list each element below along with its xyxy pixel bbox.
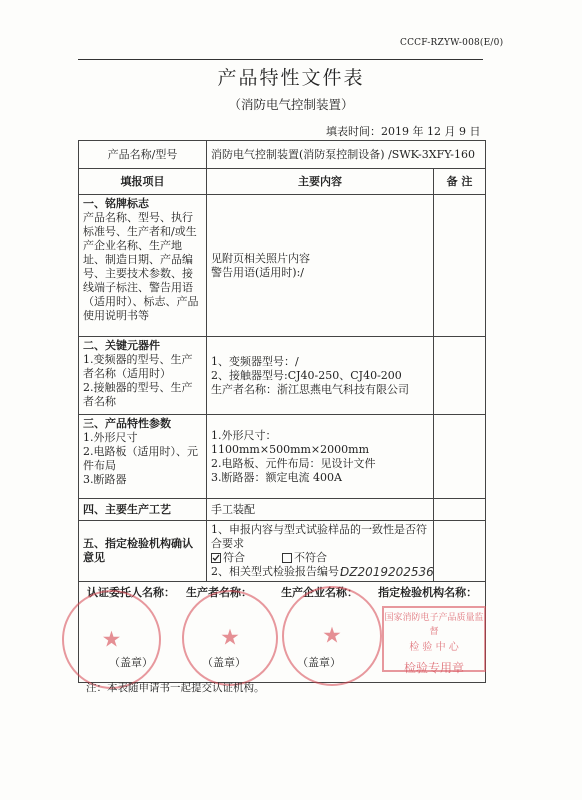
content-line: 手工装配 xyxy=(211,502,255,516)
check-no-label: 不符合 xyxy=(294,551,327,564)
seal-label: （盖章） xyxy=(202,656,247,669)
remark-cell xyxy=(434,521,486,582)
client-label: 认证委托人名称： xyxy=(87,586,175,599)
content-line: 3.断路器：额定电流 400A xyxy=(211,470,342,484)
check-yes-label: 符合 xyxy=(223,551,245,564)
content-line: 2.电路板、元件布局：见设计文件 xyxy=(211,456,376,470)
footer-note: 注：本表随申请书一起提交认证机构。 xyxy=(86,682,265,694)
remark-cell xyxy=(434,499,486,521)
content-line: 1、变频器型号：/ xyxy=(211,354,299,368)
section-heading: 三、产品特性参数 xyxy=(83,417,171,430)
agency-signature xyxy=(376,582,485,682)
section-desc: 产品名称、型号、执行标准号、生产者和/或生产企业名称、生产地址、制造日期、产品编号、主要技术参数、接线端子标注、警告用语（适用时）、标志、产品使用说明书等 xyxy=(83,211,199,322)
section-heading: 五、指定检验机构确认意见 xyxy=(83,537,193,564)
product-value: 消防电气控制装置(消防泵控制设备) /SWK-3XFY-160 xyxy=(207,141,486,169)
checkbox-nonconform[interactable] xyxy=(282,553,292,563)
stamp-line: 国家消防电子产品质量监督 xyxy=(384,613,484,637)
check-icon xyxy=(212,554,220,562)
stamp-line: 检验专用章 xyxy=(403,661,464,675)
client-signature xyxy=(79,582,178,682)
column-header-row xyxy=(79,169,486,195)
content-line: 警告用语(适用时):/ xyxy=(211,265,304,279)
section-desc: 1.外形尺寸 xyxy=(83,431,138,444)
header-rule xyxy=(78,59,483,60)
star-icon: ★ xyxy=(322,623,342,649)
section-heading: 二、关键元器件 xyxy=(83,339,160,352)
content-line: 2、接触器型号:CJ40-250、CJ40-200 xyxy=(211,368,402,382)
col-item-header: 填报项目 xyxy=(79,169,207,195)
product-label: 产品名称/型号 xyxy=(79,141,207,169)
enterprise-signature xyxy=(277,582,376,682)
fill-date: 填表时间：2019 年 12 月 9 日 xyxy=(326,125,481,138)
remark-cell xyxy=(434,195,486,337)
remark-cell xyxy=(434,337,486,415)
producer-label: 生产者名称： xyxy=(186,586,253,599)
agency-label: 指定检验机构名称： xyxy=(378,586,478,599)
table-row xyxy=(79,415,486,499)
stamp-line: 检 验 中 心 xyxy=(409,642,459,653)
product-row xyxy=(79,141,486,169)
content-line: 1、申报内容与型式试验样品的一致性是否符合要求 xyxy=(211,523,427,550)
characteristics-table xyxy=(78,140,486,683)
seal-label: （盖章） xyxy=(297,656,342,669)
signature-row xyxy=(79,582,486,683)
section-desc: 2.电路板（适用时）、元件布局 xyxy=(83,445,198,472)
section-desc: 3.断路器 xyxy=(83,473,127,486)
page-title: 产品特性文件表 xyxy=(217,67,365,89)
report-number: DZ2019202536 xyxy=(340,565,434,579)
content-line: 1.外形尺寸：1100mm×500mm×2000mm xyxy=(211,428,370,456)
content-line: 见附页相关照片内容 xyxy=(211,251,310,265)
seal-label: （盖章） xyxy=(109,656,153,669)
form-code: CCCF-RZYW-008(E/0) xyxy=(400,38,504,48)
col-remark-header: 备 注 xyxy=(434,169,486,195)
content-line: 2、相关型式检验报告编号： xyxy=(211,565,350,578)
remark-cell xyxy=(434,415,486,499)
table-row xyxy=(79,195,486,337)
section-heading: 四、主要生产工艺 xyxy=(83,502,171,516)
producer-signature xyxy=(178,582,277,682)
table-row xyxy=(79,337,486,415)
col-content-header: 主要内容 xyxy=(207,169,434,195)
star-icon: ★ xyxy=(220,625,240,651)
section-desc: 2.接触器的型号、生产者名称 xyxy=(83,381,193,408)
section-heading: 一、铭牌标志 xyxy=(83,197,149,210)
table-row xyxy=(79,499,486,521)
enterprise-label: 生产企业名称： xyxy=(281,586,359,599)
checkbox-conform[interactable] xyxy=(211,553,221,563)
content-line: 生产者名称：浙江思燕电气科技有限公司 xyxy=(211,382,409,396)
page-subtitle: （消防电气控制装置） xyxy=(228,97,354,112)
check-line xyxy=(211,551,429,565)
star-icon: ★ xyxy=(101,627,122,652)
section-desc: 1.变频器的型号、生产者名称（适用时） xyxy=(83,353,193,380)
